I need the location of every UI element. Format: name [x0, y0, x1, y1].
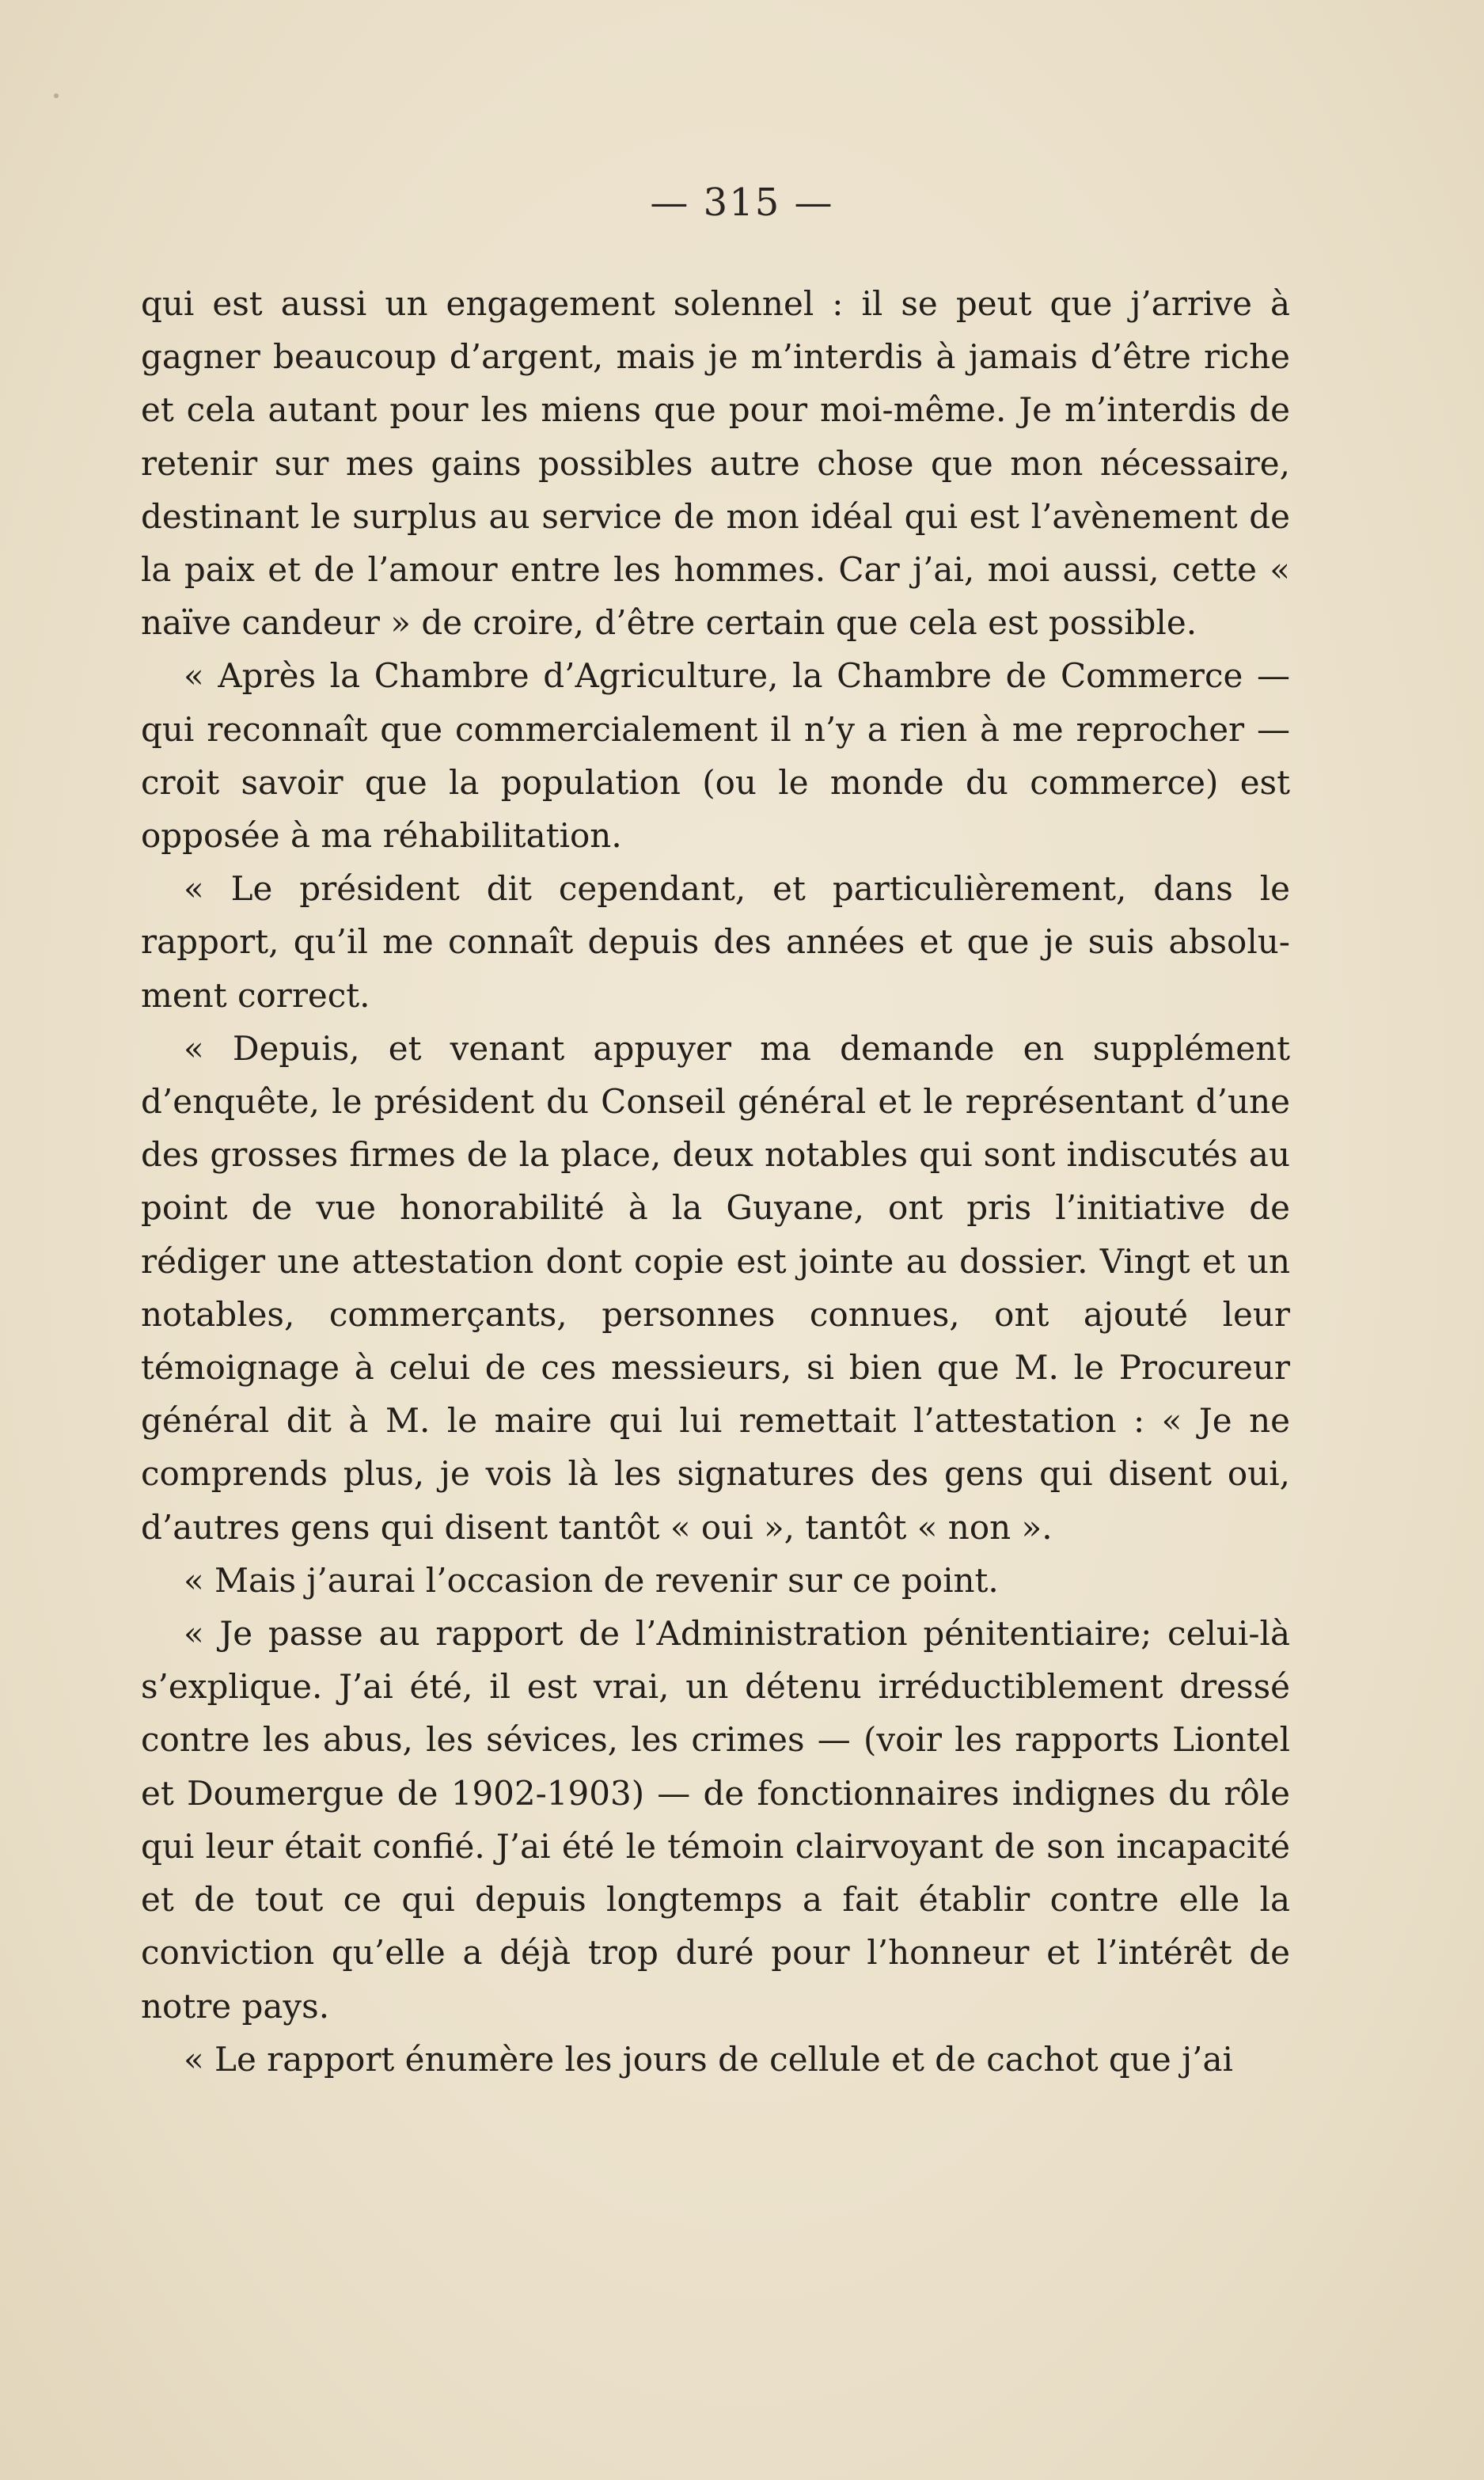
body-text — [141, 277, 1290, 2086]
paragraph-7: « Le rapport énumère les jours de cellule et de cachot que j’ai — [184, 2039, 1233, 2079]
page-number: — 315 — — [650, 180, 834, 225]
paragraph-5: « Mais j’aurai l’occasion de revenir sur ce point. — [184, 1560, 999, 1600]
paragraph-6: « Je passe au rapport de l’Administration pénitentiaire; celui-là s’explique. J’ai été, il est vrai, un détenu irréductiblement dressé contre les abus, les sévices, les crimes — (voir les rapports Liontel et Doumergue de 1902-1903) — de fonctionnaires indignes du rôle qui leur était confié. J’ai été le témoin clairvoyant de son incapacité et de tout ce qui depuis longtemps a fait établir contre elle la conviction qu’elle a déjà trop duré pour l’honneur et l’intérêt de notre pays. — [141, 1614, 1290, 2026]
paragraph-3: « Le président dit cependant, et particulièrement, dans le rapport, qu’il me connaît depuis des années et que je suis absolument correct. — [141, 869, 1290, 1015]
paper-speck — [54, 93, 59, 98]
paragraph-1: qui est aussi un engagement solennel : il se peut que j’arrive à gagner beaucoup d’argent, mais je m’interdis à jamais d’être riche et cela autant pour les miens que pour moi-même. Je m’interdis de retenir sur mes gains possibles autre chose que mon nécessaire, destinant le surplus au service de mon idéal qui est l’avènement de la paix et de l’amour entre les hommes. Car j’ai, moi aussi, cette « naïve candeur » de croire, d’être certain que cela est possible. — [141, 284, 1290, 643]
paragraph-2: « Après la Chambre d’Agriculture, la Chambre de Commerce — qui reconnaît que commercialement il n’y a rien à me reprocher — croit savoir que la population (ou le monde du commerce) est opposée à ma réhabilitation. — [141, 656, 1290, 856]
paragraph-4: « Depuis, et venant appuyer ma demande en supplément d’enquête, le président du Conseil général et le représentant d’une des grosses firmes de la place, deux notables qui sont indiscutés au point de vue honorabilité à la Guyane, ont pris l’initiative de rédiger une attestation dont copie est jointe au dossier. Vingt et un notables, commerçants, personnes connues, ont ajouté leur témoignage à celui de ces messieurs, si bien que M. le Procureur général dit à M. le maire qui lui remettait l’attestation : « Je ne comprends plus, je vois là les signatures des gens qui disent oui, d’autres gens qui disent tantôt « oui », tantôt « non ». — [141, 1028, 1290, 1547]
